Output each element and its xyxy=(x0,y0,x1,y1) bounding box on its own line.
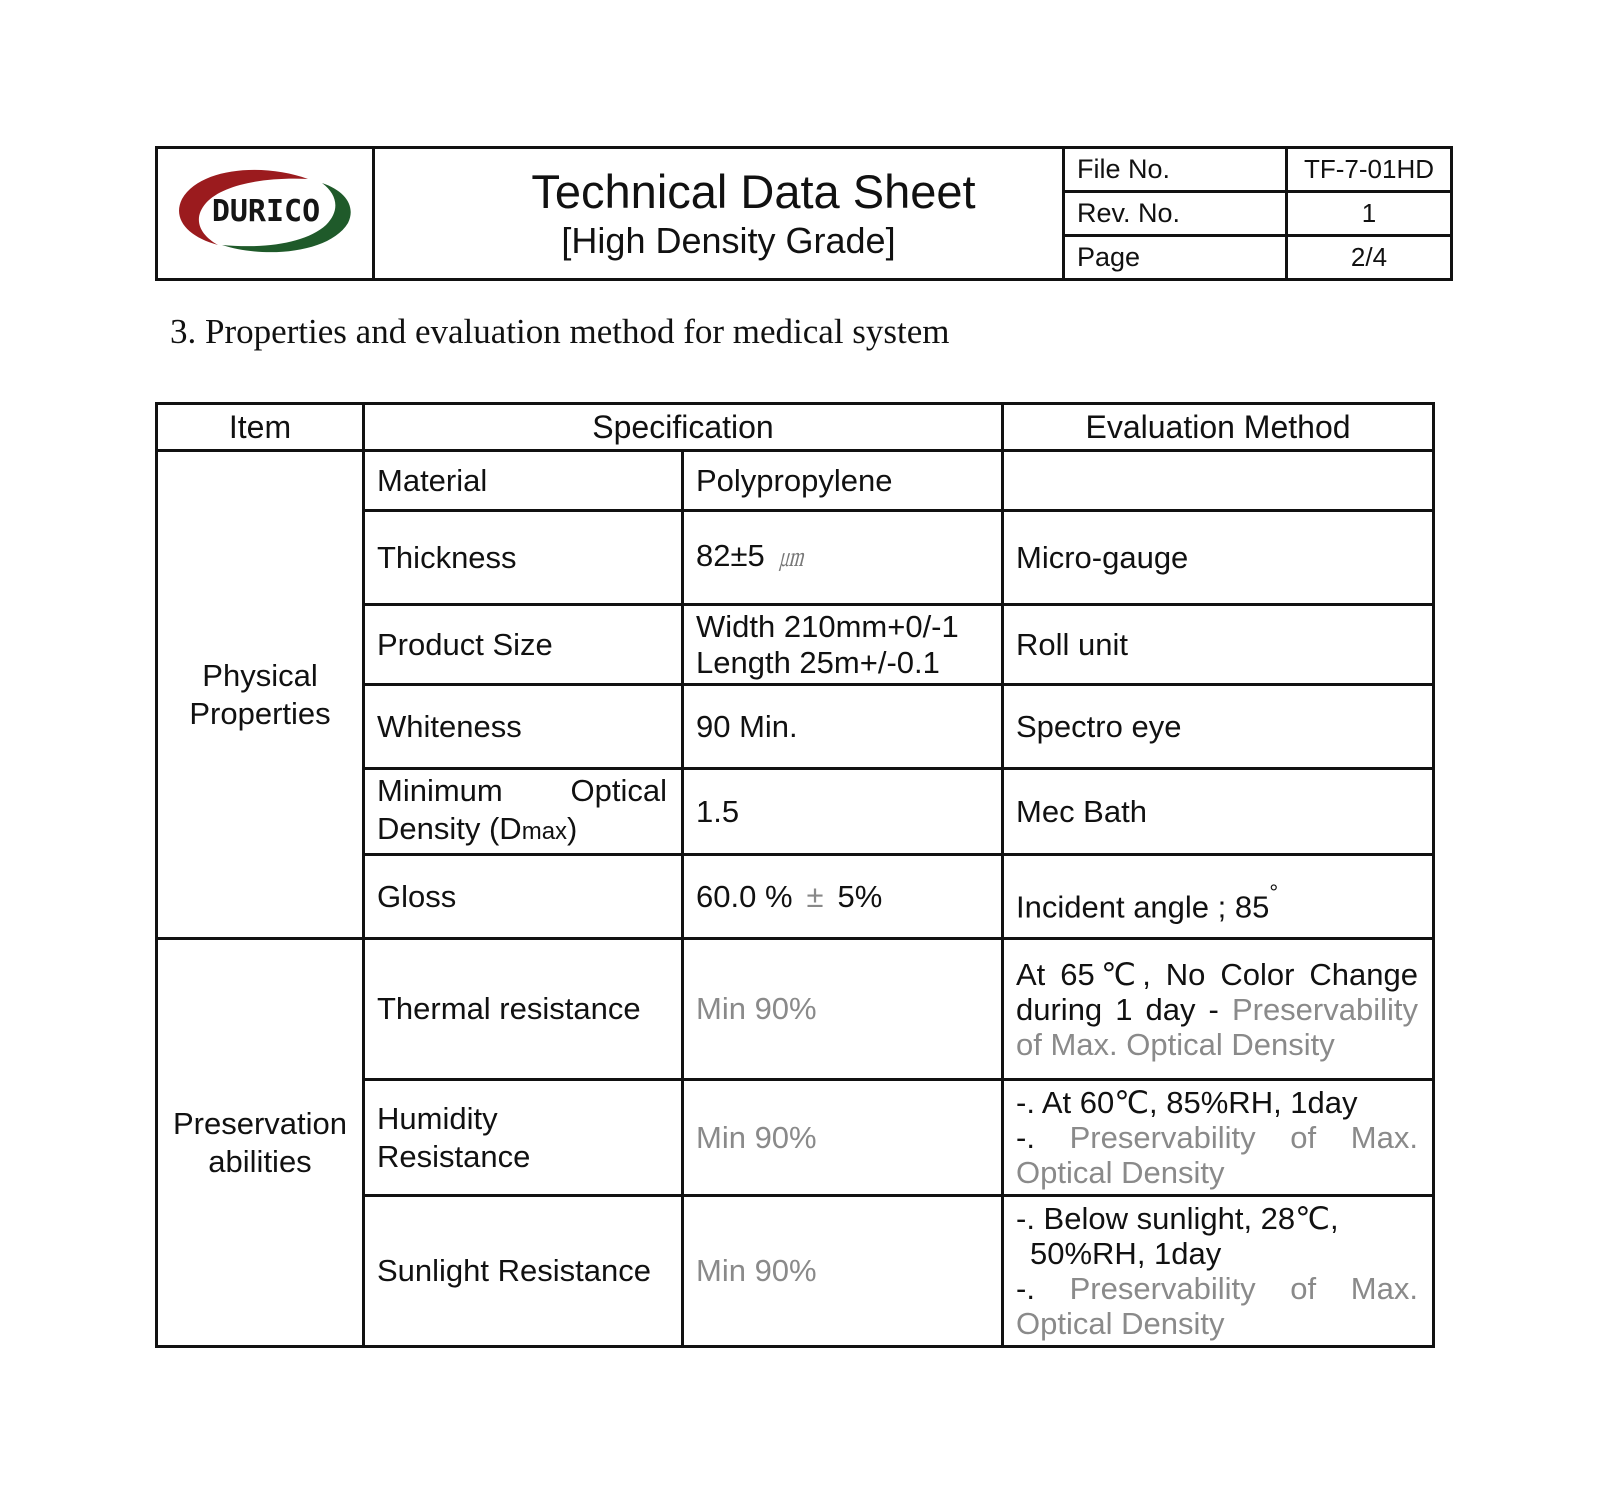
header-item: Item xyxy=(157,404,364,451)
sunlight-method-line3a: -. xyxy=(1016,1271,1035,1306)
thermal-method-line1: At 65℃, No Color Change xyxy=(1016,956,1418,992)
sunlight-method-line1: -. Below sunlight, 28℃, xyxy=(1016,1201,1339,1236)
product-size-width: Width 210mm+0/-1 xyxy=(696,608,959,644)
humidity-method-cell xyxy=(1003,1080,1434,1196)
group-preservation-line1: Preservation xyxy=(172,1105,348,1141)
material-value: Polypropylene xyxy=(683,451,1003,511)
file-no-value: TF-7-01HD xyxy=(1287,148,1452,192)
table-row xyxy=(157,451,1434,511)
humidity-method-line3: Optical Density xyxy=(1016,1155,1225,1190)
min-od-value: 1.5 xyxy=(683,769,1003,855)
section-heading: 3. Properties and evaluation method for medical system xyxy=(170,312,950,351)
page-value: 2/4 xyxy=(1287,236,1452,280)
humidity-method-line2a: -. xyxy=(1016,1120,1035,1155)
sunlight-method-line2: 50%RH, 1day xyxy=(1030,1236,1222,1271)
thermal-value: Min 90% xyxy=(683,939,1003,1080)
humidity-method-line2b: Preservability of Max. xyxy=(1069,1120,1418,1155)
humidity-label-line2: Resistance xyxy=(377,1138,531,1174)
header-specification: Specification xyxy=(364,404,1003,451)
material-method xyxy=(1003,451,1434,511)
humidity-method-line2 xyxy=(1016,1120,1418,1155)
title-cell xyxy=(374,148,1064,280)
thermal-method-line2 xyxy=(1016,992,1418,1027)
min-od-label-cell xyxy=(364,769,683,855)
gloss-label: Gloss xyxy=(364,855,683,939)
sunlight-method-cell xyxy=(1003,1196,1434,1347)
gloss-value-a: 60.0 % xyxy=(696,878,793,914)
sunlight-method-line3 xyxy=(1016,1271,1418,1306)
thickness-value-cell xyxy=(683,511,1003,605)
min-od-label-end: ) xyxy=(567,811,578,846)
min-od-label-line1: Minimum Optical xyxy=(377,773,667,808)
file-no-label: File No. xyxy=(1064,148,1287,192)
gloss-method-cell xyxy=(1003,855,1434,939)
thickness-method: Micro-gauge xyxy=(1003,511,1434,605)
product-size-length: Length 25m+/-0.1 xyxy=(696,644,940,680)
durico-logo xyxy=(170,161,360,261)
thickness-label: Thickness xyxy=(364,511,683,605)
gloss-plusminus: ± xyxy=(806,878,824,914)
product-size-method: Roll unit xyxy=(1003,605,1434,685)
table-row xyxy=(157,939,1434,1080)
page-title: Technical Data Sheet xyxy=(531,164,976,218)
thermal-label: Thermal resistance xyxy=(364,939,683,1080)
group-physical-line2: Properties xyxy=(189,695,331,731)
humidity-label-line1: Humidity xyxy=(377,1100,498,1136)
min-od-method: Mec Bath xyxy=(1003,769,1434,855)
group-physical-properties xyxy=(157,451,364,939)
group-preservation-abilities xyxy=(157,939,364,1347)
logo-text: DURICO xyxy=(211,194,321,229)
min-od-label-sub: max xyxy=(521,818,568,845)
gloss-method: Incident angle ; 85 xyxy=(1016,889,1270,925)
whiteness-value: 90 Min. xyxy=(683,685,1003,769)
thermal-method-line3: of Max. Optical Density xyxy=(1016,1026,1335,1062)
sunlight-value: Min 90% xyxy=(683,1196,1003,1347)
thermal-method-line2a: during 1 day - xyxy=(1016,991,1232,1027)
table-header-row xyxy=(157,404,1434,451)
gloss-method-degree: ° xyxy=(1269,880,1279,906)
product-size-value-cell xyxy=(683,605,1003,685)
gloss-value-b: 5% xyxy=(837,878,883,914)
document-header xyxy=(155,146,1453,281)
gloss-value-cell xyxy=(683,855,1003,939)
thickness-value: 82±5 xyxy=(696,538,765,573)
page-subtitle: [High Density Grade] xyxy=(561,219,896,261)
thickness-unit: ㎛ xyxy=(778,545,803,572)
humidity-label-cell xyxy=(364,1080,683,1196)
page-label: Page xyxy=(1064,236,1287,280)
humidity-method-line1: -. At 60℃, 85%RH, 1day xyxy=(1016,1085,1358,1120)
thermal-method-line2b: Preservability xyxy=(1231,991,1418,1027)
min-od-label-line2: Density (D xyxy=(377,811,522,846)
material-label: Material xyxy=(364,451,683,511)
sunlight-method-line3b: Preservability of Max. xyxy=(1069,1271,1418,1306)
rev-no-label: Rev. No. xyxy=(1064,192,1287,236)
sunlight-method-line4: Optical Density xyxy=(1016,1306,1225,1341)
specification-table xyxy=(155,402,1435,1348)
whiteness-method: Spectro eye xyxy=(1003,685,1434,769)
humidity-value: Min 90% xyxy=(683,1080,1003,1196)
thermal-method-cell xyxy=(1003,939,1434,1080)
logo-cell xyxy=(157,148,374,280)
group-physical-line1: Physical xyxy=(202,657,318,693)
header-evaluation: Evaluation Method xyxy=(1003,404,1434,451)
product-size-label: Product Size xyxy=(364,605,683,685)
sunlight-label: Sunlight Resistance xyxy=(364,1196,683,1347)
group-preservation-line2: abilities xyxy=(208,1143,312,1179)
whiteness-label: Whiteness xyxy=(364,685,683,769)
rev-no-value: 1 xyxy=(1287,192,1452,236)
